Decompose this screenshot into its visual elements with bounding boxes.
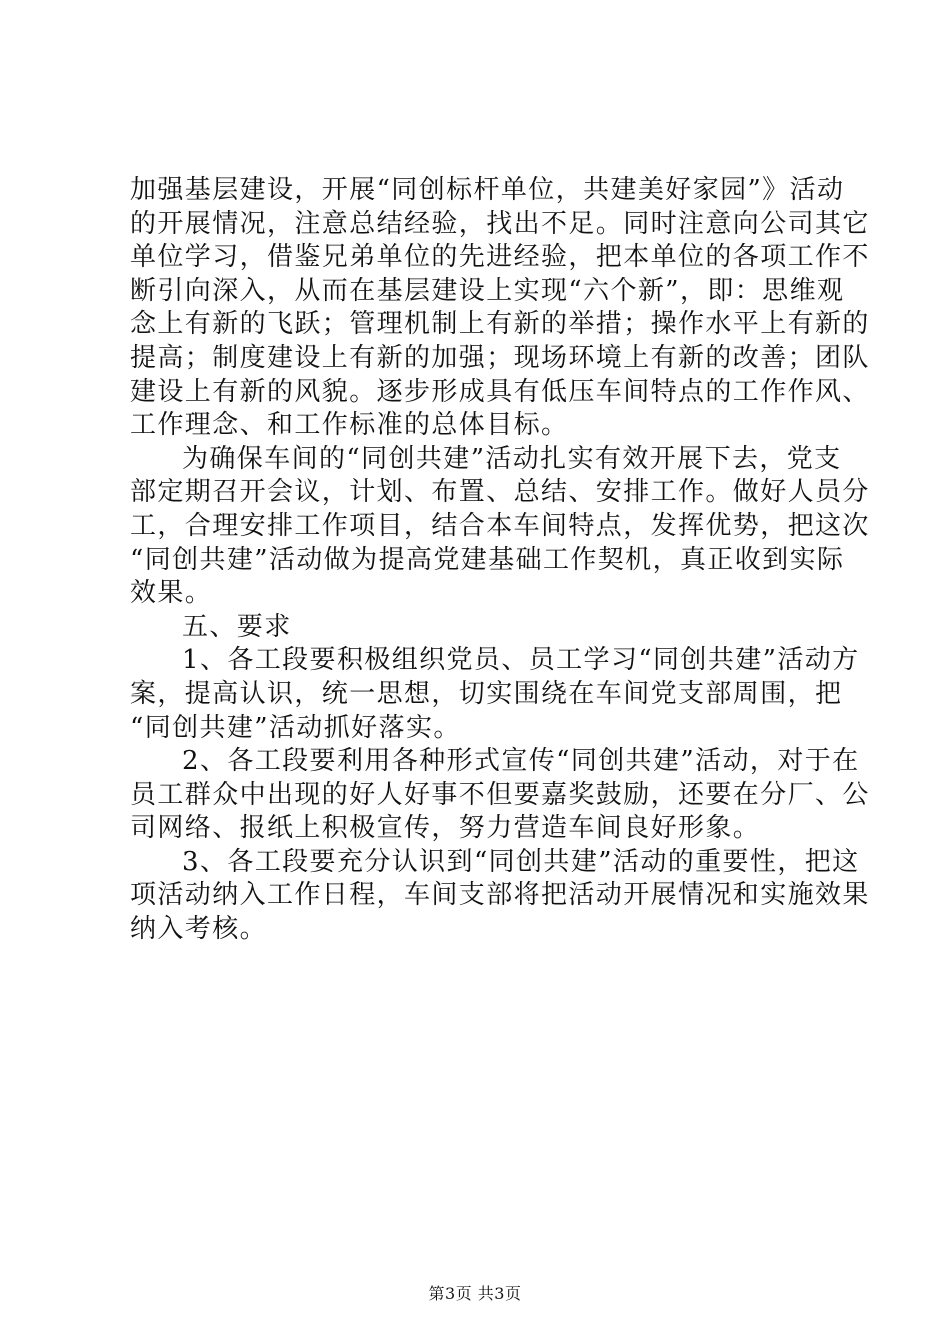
paragraph-start-line: 为确保车间的“同创共建”活动扎实有效开展下去，党支	[182, 443, 842, 474]
text-line: 建设上有新的风貌。逐步形成具有低压车间特点的工作作风、	[130, 376, 870, 407]
text-line: 工，合理安排工作项目，结合本车间特点，发挥优势，把这次	[130, 510, 870, 541]
text-line: 的开展情况，注意总结经验，找出不足。同时注意向公司其它	[130, 208, 870, 239]
text-line: 提高；制度建设上有新的加强；现场环境上有新的改善；团队	[130, 342, 870, 373]
text-line: 司网络、报纸上积极宣传，努力营造车间良好形象。	[130, 813, 761, 844]
document-body	[130, 174, 870, 947]
text-line: 员工群众中出现的好人好事不但要嘉奖鼓励，还要在分厂、公	[130, 779, 870, 810]
text-line: 工作理念、和工作标准的总体目标。	[130, 410, 569, 441]
text-line: 案，提高认识，统一思想，切实围绕在车间党支部周围，把	[130, 678, 843, 709]
text-line: 加强基层建设，开展“同创标杆单位，共建美好家园”》活动	[130, 175, 845, 205]
section-heading: 五、要求	[182, 611, 292, 642]
text-line: 项活动纳入工作日程，车间支部将把活动开展情况和实施效果	[130, 880, 870, 911]
text-line: “同创共建”活动抓好落实。	[130, 712, 461, 743]
text-line: 单位学习，借鉴兄弟单位的先进经验，把本单位的各项工作不	[130, 242, 870, 273]
list-item-start-line: 1、各工段要积极组织党员、员工学习“同创共建”活动方	[182, 645, 860, 676]
text-line: 纳入考核。	[130, 914, 268, 945]
page-number-footer: 第3页 共3页	[428, 1284, 522, 1303]
text-line: 部定期召开会议，计划、布置、总结、安排工作。做好人员分	[130, 477, 870, 508]
text-line: 效果。	[130, 578, 213, 609]
list-item-start-line: 2、各工段要利用各种形式宣传“同创共建”活动，对于在	[182, 746, 860, 777]
text-line: “同创共建”活动做为提高党建基础工作契机，真正收到实际	[130, 544, 845, 575]
text-line: 念上有新的飞跃；管理机制上有新的举措；操作水平上有新的	[130, 309, 870, 340]
list-item-start-line: 3、各工段要充分认识到“同创共建”活动的重要性，把这	[182, 846, 860, 877]
text-line: 断引向深入，从而在基层建设上实现“六个新”，即：思维观	[130, 275, 845, 306]
